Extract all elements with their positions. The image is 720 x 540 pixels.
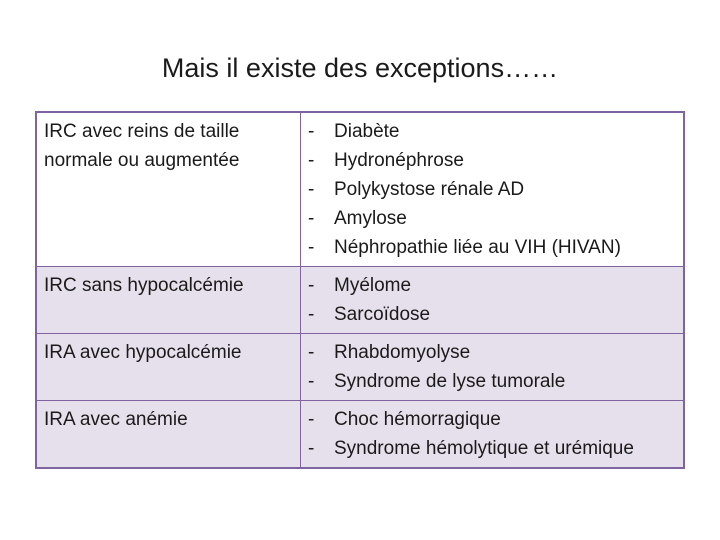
table-row (36, 401, 684, 469)
dash-bullet: - (308, 208, 315, 229)
exceptions-table (35, 111, 685, 469)
slide-title: Mais il existe des exceptions…… (161, 53, 559, 83)
list-item (308, 233, 675, 262)
row-items-cell (301, 401, 685, 469)
row-items-cell (301, 267, 685, 334)
row-label: IRA avec anémie (36, 401, 301, 469)
dash-bullet: - (308, 438, 315, 459)
item-list (308, 271, 675, 329)
dash-bullet: - (308, 409, 315, 430)
list-item (308, 271, 675, 300)
item-text: Amylose (334, 208, 407, 229)
row-label: IRC avec reins de taille normale ou augmentée (36, 112, 301, 267)
dash-bullet: - (308, 371, 315, 392)
dash-bullet: - (308, 179, 315, 200)
item-text: Myélome (334, 275, 412, 296)
item-text: Hydronéphrose (334, 150, 464, 171)
list-item (308, 434, 675, 463)
item-list (308, 117, 675, 262)
list-item (308, 338, 675, 367)
table-row (36, 267, 684, 334)
item-text: Syndrome de lyse tumorale (334, 371, 566, 392)
dash-bullet: - (308, 150, 315, 171)
dash-bullet: - (308, 304, 315, 325)
item-list (308, 405, 675, 463)
item-text: Polykystose rénale AD (334, 179, 525, 200)
item-text: Diabète (334, 121, 400, 142)
list-item (308, 367, 675, 396)
row-items-cell (301, 334, 685, 401)
item-list (308, 338, 675, 396)
item-text: Sarcoïdose (334, 304, 431, 325)
table-row (36, 334, 684, 401)
table-row (36, 112, 684, 267)
row-label: IRC sans hypocalcémie (36, 267, 301, 334)
row-items-cell (301, 112, 685, 267)
list-item (308, 204, 675, 233)
dash-bullet: - (308, 121, 315, 142)
row-label: IRA avec hypocalcémie (36, 334, 301, 401)
item-text: Syndrome hémolytique et urémique (334, 438, 634, 459)
list-item (308, 117, 675, 146)
list-item (308, 175, 675, 204)
list-item (308, 146, 675, 175)
item-text: Néphropathie liée au VIH (HIVAN) (334, 237, 621, 258)
item-text: Choc hémorragique (334, 409, 501, 430)
dash-bullet: - (308, 342, 315, 363)
item-text: Rhabdomyolyse (334, 342, 471, 363)
dash-bullet: - (308, 237, 315, 258)
dash-bullet: - (308, 275, 315, 296)
list-item (308, 300, 675, 329)
list-item (308, 405, 675, 434)
